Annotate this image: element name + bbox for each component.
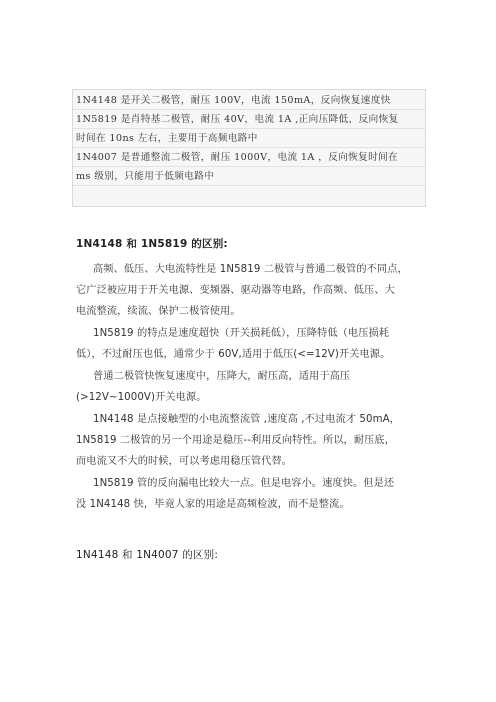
note-line: 时间在 10ns 左右，主要用于高频电路中 [76,133,258,144]
paragraph-line: 低），不过耐压也低，通常少于 60V,适用于低压(<=12V)开关电源。 [76,349,391,360]
note-divider [73,166,425,167]
paragraph-line: (>12V~1000V)开关电源。 [76,392,207,403]
note-divider [73,128,425,129]
note-box [72,89,426,207]
paragraph-line: 它广泛被应用于开关电源、变频器、驱动器等电路，作高频、低压、大 [76,285,395,296]
paragraph [76,323,424,365]
paragraph-line: 而电流又不大的时候，可以考虑用稳压管代替。 [76,456,293,467]
paragraph-line: 高频、低压、大电流特性是 1N5819 二极管与普通二极管的不同点， [93,264,408,275]
note-divider [73,109,425,110]
section-heading: 1N4148 和 1N5819 的区别: [76,238,228,250]
note-divider [73,147,425,148]
paragraph-line: 电流整流，续流、保护二极管使用。 [76,306,241,317]
note-line: 1N5819 是肖特基二极管，耐压 40V，电流 1A ,正向压降低，反向恢复 [76,114,399,125]
paragraph-line: 1N5819 管的反向漏电比较大一点。但是电容小。速度快。但是还 [93,478,395,489]
note-divider [73,185,425,186]
note-line: ms 级别，只能用于低频电路中 [76,171,215,182]
paragraph-line: 1N5819 的特点是速度超快（开关损耗低），压降特低（电压损耗 [93,328,390,339]
paragraph [76,409,424,472]
paragraph-line: 1N4148 是点接触型的小电流整流管 ,速度高 ,不过电流才 50mA， [93,414,400,425]
section-heading: 1N4148 和 1N4007 的区别: [76,549,219,561]
note-line: 1N4148 是开关二极管，耐压 100V，电流 150mA，反向恢复速度快 [76,95,391,106]
paragraph [76,366,424,408]
paragraph-line: 没 1N4148 快，毕竟人家的用途是高频检波，而不是整流。 [76,499,350,510]
paragraph [76,473,424,515]
note-line: 1N4007 是普通整流二极管，耐压 1000V，电流 1A ，反向恢复时间在 [76,152,399,163]
paragraph-line: 1N5819 二极管的另一个用途是稳压--利用反向特性。所以，耐压底， [76,435,395,446]
paragraph [76,259,424,322]
paragraph-line: 普通二极管快恢复速度中，压降大，耐压高，适用于高压 [93,371,351,382]
